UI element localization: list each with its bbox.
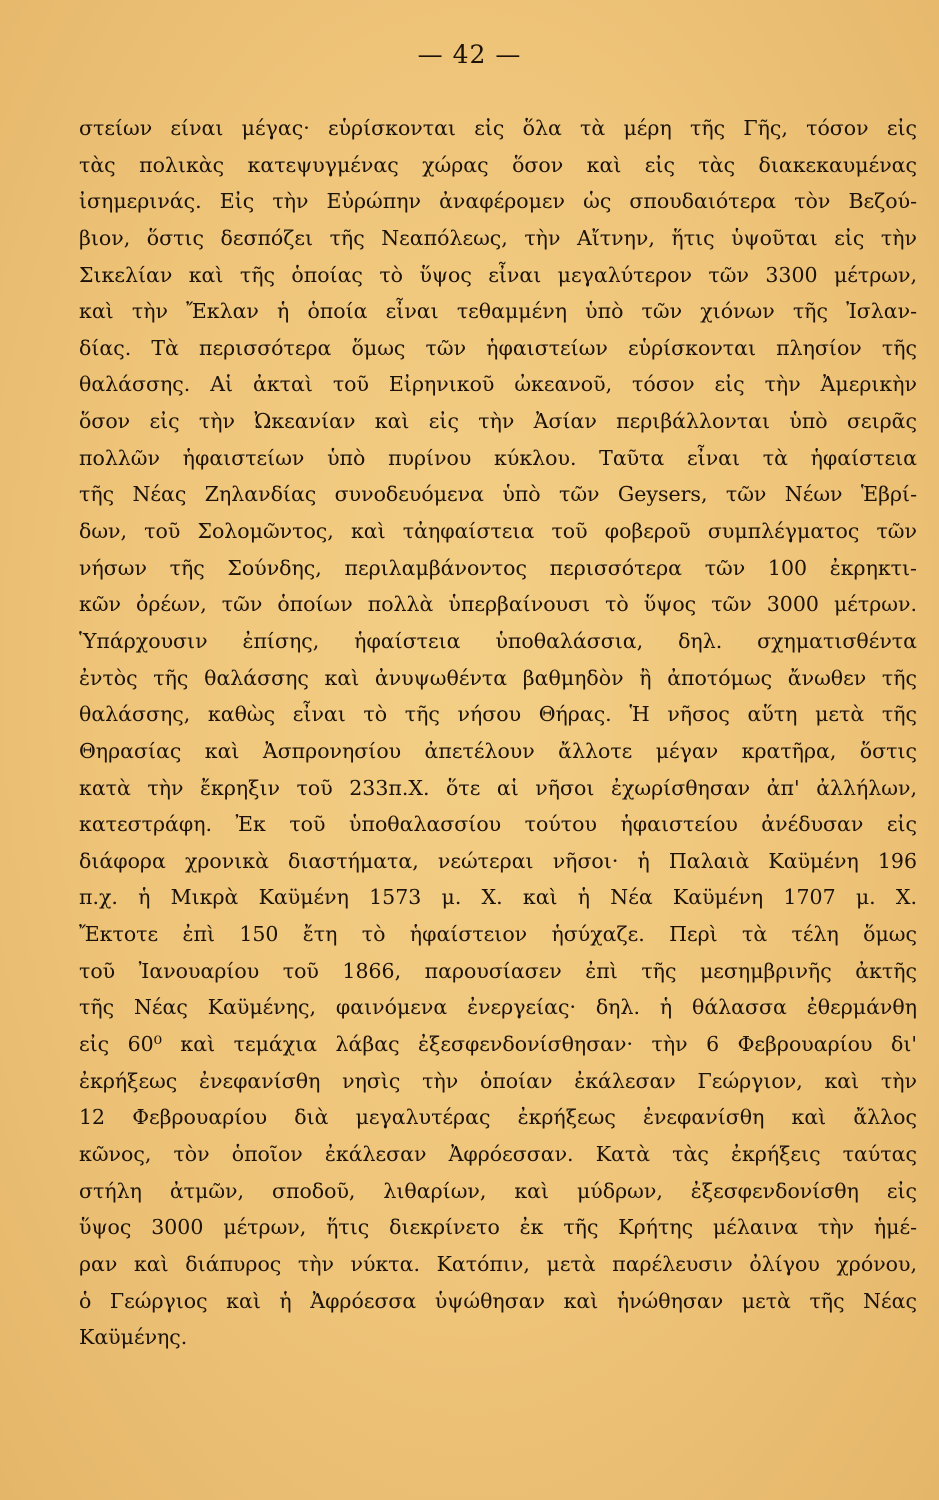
text-line: τῆς Νέας Καϋμένης, φαινόμενα ἐνεργείας· δηλ. ἡ θάλασσα ἐθερμάνθη	[79, 995, 917, 1020]
text-line: κατεστράφη. Ἐκ τοῦ ὑποθαλασσίου τούτου ἡφαιστείου ἀνέδυσαν εἰς	[79, 812, 917, 837]
text-line: ὅσον εἰς τὴν Ὠκεανίαν καὶ εἰς τὴν Ἀσίαν περιβάλλονται ὑπὸ σειρᾶς	[79, 409, 917, 434]
text-line: ἐντὸς τῆς θαλάσσης καὶ ἀνυψωθέντα βαθμηδὸν ἢ ἀποτόμως ἄνωθεν τῆς	[79, 665, 917, 690]
text-line: πολλῶν ἡφαιστείων ὑπὸ πυρίνου κύκλου. Ταῦτα εἶναι τὰ ἡφαίστεια	[79, 445, 917, 470]
text-line: ἐκρήξεως ἐνεφανίσθη νησὶς τὴν ὁποίαν ἐκάλεσαν Γεώργιον, καὶ τὴν	[79, 1068, 917, 1093]
text-line: ἰσημερινάς. Εἰς τὴν Εὐρώπην ἀναφέρομεν ὡς σπουδαιότερα τὸν Βεζού-	[79, 189, 917, 214]
text-line: τὰς πολικὰς κατεψυγμένας χώρας ὅσον καὶ εἰς τὰς διακεκαυμένας	[79, 152, 917, 177]
text-line: καὶ τὴν Ἔκλαν ἡ ὁποία εἶναι τεθαμμένη ὑπὸ τῶν χιόνων τῆς Ἰσλαν-	[79, 299, 917, 324]
text-line: Καϋμένης.	[79, 1325, 188, 1350]
body-text	[79, 110, 917, 1356]
text-line: Ὑπάρχουσιν ἐπίσης, ἡφαίστεια ὑποθαλάσσια, δηλ. σχηματισθέντα	[79, 628, 917, 653]
text-line: τοῦ Ἰανουαρίου τοῦ 1866, παρουσίασεν ἐπὶ τῆς μεσημβρινῆς ἀκτῆς	[79, 958, 917, 983]
text-line: κῶν ὀρέων, τῶν ὁποίων πολλὰ ὑπερβαίνουσι τὸ ὕψος τῶν 3000 μέτρων.	[79, 592, 917, 617]
text-line: θαλάσσης, καθὼς εἶναι τὸ τῆς νήσου Θήρας. Ἡ νῆσος αὕτη μετὰ τῆς	[79, 702, 917, 727]
text-line: ὁ Γεώργιος καὶ ἡ Ἀφρόεσσα ὑψώθησαν καὶ ἡνώθησαν μετὰ τῆς Νέας	[79, 1288, 917, 1313]
text-line: ραν καὶ διάπυρος τὴν νύκτα. Κατόπιν, μετὰ παρέλευσιν ὀλίγου χρόνου,	[79, 1251, 917, 1276]
text-line: θαλάσσης. Αἱ ἀκταὶ τοῦ Εἰρηνικοῦ ὠκεανοῦ, τόσον εἰς τὴν Ἀμερικὴν	[79, 372, 917, 397]
text-line: κῶνος, τὸν ὁποῖον ἐκάλεσαν Ἀφρόεσσαν. Κατὰ τὰς ἐκρήξεις ταύτας	[79, 1141, 917, 1166]
text-line: βιον, ὅστις δεσπόζει τῆς Νεαπόλεως, τὴν Αἴτνην, ἥτις ὑψοῦται εἰς τὴν	[79, 225, 917, 250]
text-line: εἰς 60⁰ καὶ τεμάχια λάβας ἐξεσφενδονίσθησαν· τὴν 6 Φεβρουαρίου δι'	[79, 1032, 917, 1057]
text-line: τῆς Νέας Ζηλανδίας συνοδευόμενα ὑπὸ τῶν Geysers, τῶν Νέων Ἑβρί-	[79, 482, 917, 507]
text-line: δίας. Τὰ περισσότερα ὅμως τῶν ἡφαιστείων εὑρίσκονται πλησίον τῆς	[79, 335, 917, 360]
text-line: κατὰ τὴν ἔκρηξιν τοῦ 233π.Χ. ὅτε αἱ νῆσοι ἐχωρίσθησαν ἀπ' ἀλλήλων,	[79, 775, 917, 800]
text-line: Θηρασίας καὶ Ἀσπρονησίου ἀπετέλουν ἄλλοτε μέγαν κρατῆρα, ὅστις	[79, 738, 917, 763]
page-number: — 42 —	[417, 40, 522, 69]
text-line: διάφορα χρονικὰ διαστήματα, νεώτεραι νῆσοι· ἡ Παλαιὰ Καϋμένη 196	[79, 848, 917, 873]
text-line: στήλη ἀτμῶν, σποδοῦ, λιθαρίων, καὶ μύδρων, ἐξεσφενδονίσθη εἰς	[79, 1178, 917, 1203]
text-line: νήσων τῆς Σούνδης, περιλαμβάνοντος περισσότερα τῶν 100 ἐκρηκτι-	[79, 555, 917, 580]
text-line: ὕψος 3000 μέτρων, ἥτις διεκρίνετο ἐκ τῆς Κρήτης μέλαινα τὴν ἡμέ-	[79, 1215, 917, 1240]
text-line: Ἔκτοτε ἐπὶ 150 ἔτη τὸ ἡφαίστειον ἡσύχαζε. Περὶ τὰ τέλη ὅμως	[79, 922, 917, 947]
text-line: Σικελίαν καὶ τῆς ὁποίας τὸ ὕψος εἶναι μεγαλύτερον τῶν 3300 μέτρων,	[79, 262, 917, 287]
text-line: στείων είναι μέγας· εὑρίσκονται εἰς ὅλα τὰ μέρη τῆς Γῆς, τόσον εἰς	[79, 116, 917, 140]
text-line: δων, τοῦ Σολομῶντος, καὶ τἀηφαίστεια τοῦ φοβεροῦ συμπλέγματος τῶν	[79, 519, 917, 544]
text-line: π.χ. ἡ Μικρὰ Καϋμένη 1573 μ. Χ. καὶ ἡ Νέα Καϋμένη 1707 μ. Χ.	[79, 885, 917, 910]
text-line: 12 Φεβρουαρίου διὰ μεγαλυτέρας ἐκρήξεως ἐνεφανίσθη καὶ ἄλλος	[79, 1105, 917, 1130]
